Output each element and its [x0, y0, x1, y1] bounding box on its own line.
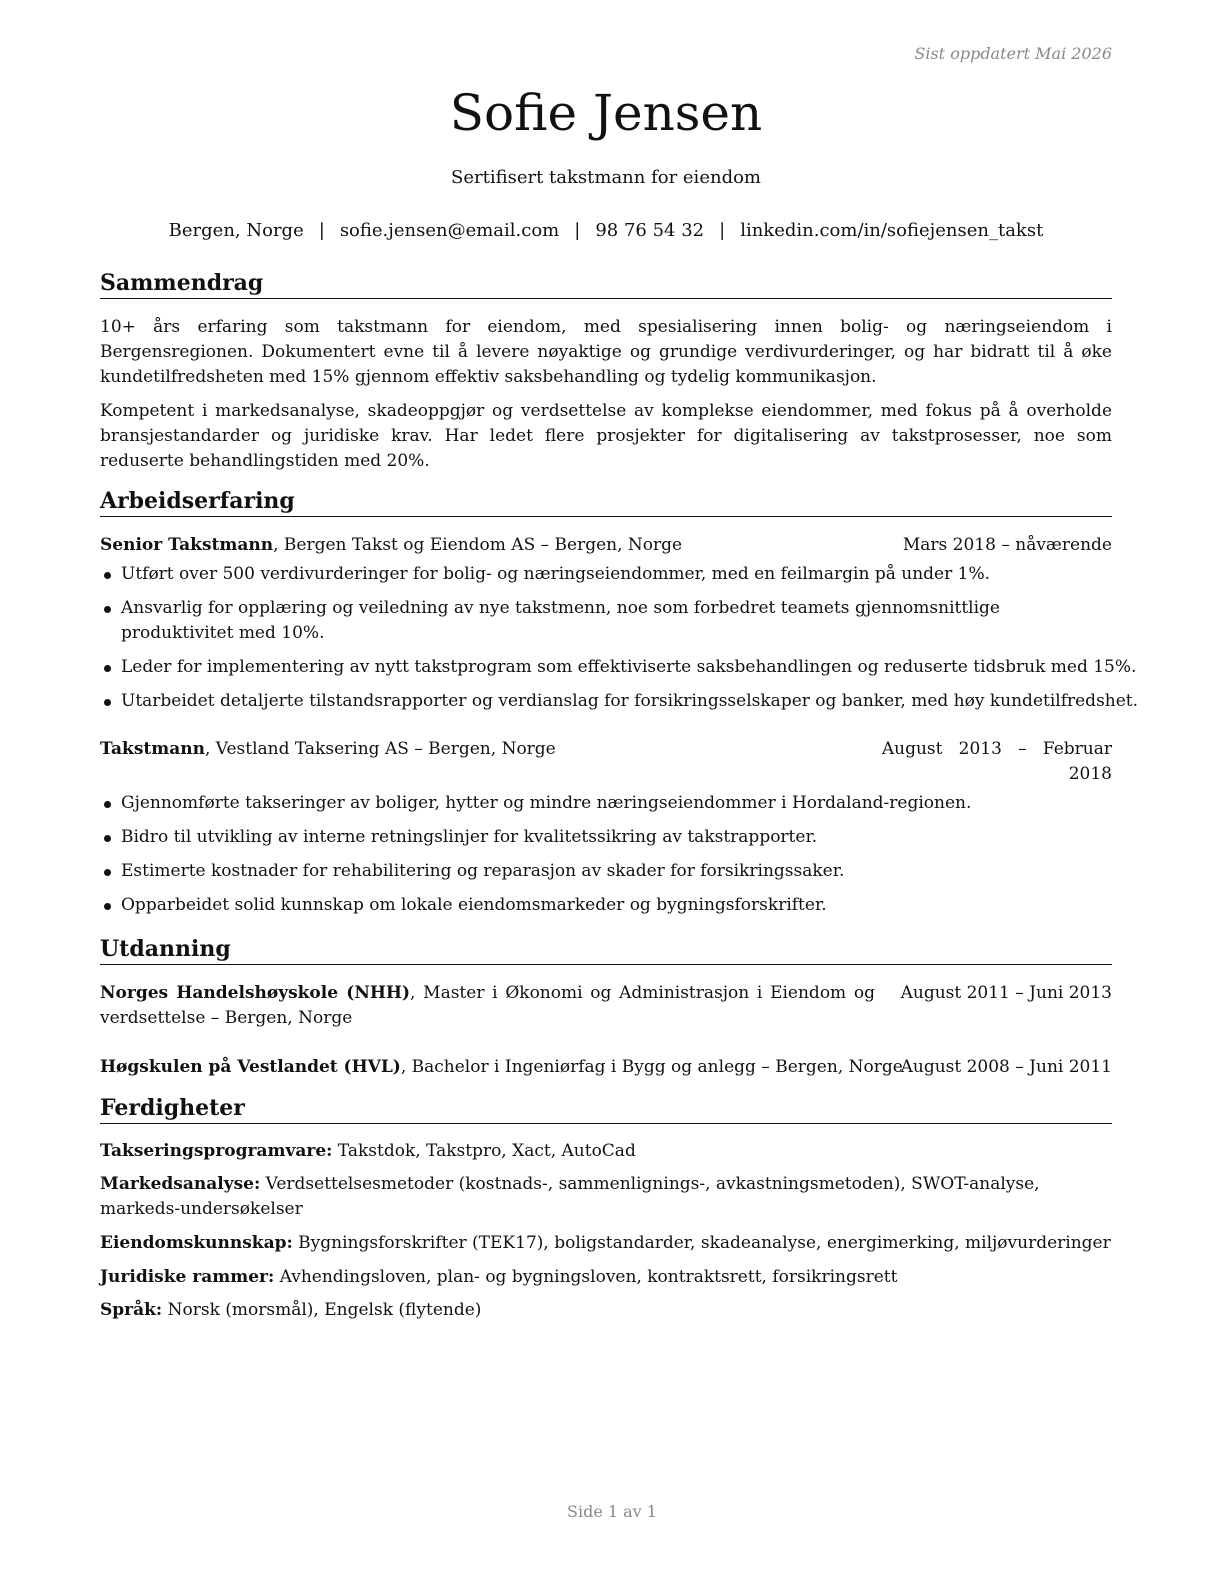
skill-value: Verdsettelsesmetoder (kostnads-, sammenlignings-, avkastningsmetoden), SWOT-analyse, markeds-undersøkelser	[100, 1174, 1040, 1219]
contact-separator: |	[574, 220, 581, 241]
contact-separator: |	[318, 220, 325, 241]
last-updated: Sist oppdatert Mai 2026	[914, 44, 1112, 63]
section-title-summary: Sammendrag	[100, 270, 1112, 299]
skill-value: Bygningsforskrifter (TEK17), boligstandarder, skadeanalyse, energimerking, miljøvurderinger	[292, 1233, 1111, 1253]
job-dates-line: August 2013 – Februar	[881, 739, 1112, 759]
job-bullet: Ansvarlig for opplæring og veiledning av nye takstmenn, noe som forbedret teamets gjennomsnittlige produktivitet med 10%.	[100, 596, 1112, 646]
job-dates	[882, 737, 1112, 787]
job-bullet: Estimerte kostnader for rehabilitering og reparasjon av skader for forsikringssaker.	[100, 859, 1112, 884]
job-bullet: Leder for implementering av nytt takstprogram som effektiviserte saksbehandlingen og reduserte tidsbruk med 15%.	[100, 655, 1112, 680]
section-title-education: Utdanning	[100, 936, 1112, 965]
skill-label: Juridiske rammer:	[100, 1267, 275, 1287]
skill-line	[100, 1231, 1112, 1256]
page-number: Side 1 av 1	[567, 1502, 657, 1521]
contact-location: Bergen, Norge	[168, 220, 304, 241]
section-title-experience: Arbeidserfaring	[100, 488, 1112, 517]
skill-line	[100, 1265, 1112, 1290]
skill-label: Språk:	[100, 1300, 163, 1320]
job-employer: , Bergen Takst og Eiendom AS – Bergen, Norge	[273, 535, 683, 555]
education-school: Høgskulen på Vestlandet (HVL)	[100, 1057, 401, 1077]
contact-linkedin[interactable]: linkedin.com/in/sofiejensen_takst	[740, 220, 1044, 241]
contact-phone: 98 76 54 32	[595, 220, 705, 241]
job-bullet: Utført over 500 verdivurderinger for bolig- og næringseiendommer, med en feilmargin på under 1%.	[100, 562, 1112, 587]
education-degree: , Bachelor i Ingeniørfag i Bygg og anlegg – Bergen, Norge	[400, 1057, 903, 1077]
education-school: Norges Handelshøyskole (NHH)	[100, 983, 411, 1003]
job-heading	[100, 737, 556, 762]
education-degree: , Master i Økonomi og Administrasjon i Eiendom og verdsettelse – Bergen, Norge	[100, 983, 876, 1028]
skill-line	[100, 1139, 1112, 1164]
education-entry	[100, 981, 1112, 1031]
skill-value: Norsk (morsmål), Engelsk (flytende)	[162, 1300, 482, 1320]
job-bullets	[100, 562, 1139, 723]
skill-label: Eiendomskunnskap:	[100, 1233, 293, 1253]
job-bullet: Gjennomførte takseringer av boliger, hytter og mindre næringseiendommer i Hordaland-regionen.	[100, 791, 1112, 816]
education-heading	[100, 981, 875, 1031]
contact-line	[100, 220, 1112, 241]
skill-label: Markedsanalyse:	[100, 1174, 261, 1194]
contact-email[interactable]: sofie.jensen@email.com	[339, 220, 560, 241]
skill-line	[100, 1172, 1112, 1222]
summary-paragraph: 10+ års erfaring som takstmann for eiendom, med spesialisering innen bolig- og næringseiendom i Bergensregionen. Dokumentert evne til å levere nøyaktige og grundige verdivurderinger, og har bidratt til å øke kundetilfredsheten med 15% gjennom effektiv saksbehandling og tydelig kommunikasjon.	[100, 317, 1112, 387]
job-dates-line: 2018	[1068, 764, 1112, 784]
skill-label: Takseringsprogramvare:	[100, 1141, 333, 1161]
job-dates: Mars 2018 – nåværende	[902, 535, 1112, 555]
person-name: Sofie Jensen	[449, 84, 763, 142]
job-role: Senior Takstmann	[100, 535, 274, 555]
job-bullet: Utarbeidet detaljerte tilstandsrapporter og verdianslag for forsikringsselskaper og banker, med høy kundetilfredshet.	[100, 689, 1112, 714]
education-heading	[100, 1055, 903, 1080]
section-title-skills: Ferdigheter	[100, 1095, 1112, 1124]
summary-paragraph: Kompetent i markedsanalyse, skadeoppgjør og verdsettelse av komplekse eiendommer, med fokus på å overholde bransjestandarder og juridiske krav. Har ledet flere prosjekter for digitalisering av takstprosesser, noe som reduserte behandlingstiden med 20%.	[100, 401, 1112, 471]
education-dates: August 2011 – Juni 2013	[900, 983, 1112, 1003]
education-dates: August 2008 – Juni 2011	[900, 1057, 1112, 1077]
job-bullets	[100, 791, 1112, 927]
resume-page	[100, 0, 1139, 1584]
contact-separator: |	[719, 220, 726, 241]
job-heading	[100, 533, 682, 558]
job-bullet: Bidro til utvikling av interne retningslinjer for kvalitetssikring av takstrapporter.	[100, 825, 1112, 850]
professional-title: Sertifisert takstmann for eiendom	[451, 167, 761, 188]
skill-value: Takstdok, Takstpro, Xact, AutoCad	[332, 1141, 636, 1161]
skill-value: Avhendingsloven, plan- og bygningsloven, kontraktsrett, forsikringsrett	[274, 1267, 898, 1287]
skill-line	[100, 1298, 1112, 1323]
job-employer: , Vestland Taksering AS – Bergen, Norge	[204, 739, 556, 759]
job-bullet: Opparbeidet solid kunnskap om lokale eiendomsmarkeder og bygningsforskrifter.	[100, 893, 1112, 918]
job-role: Takstmann	[100, 739, 205, 759]
